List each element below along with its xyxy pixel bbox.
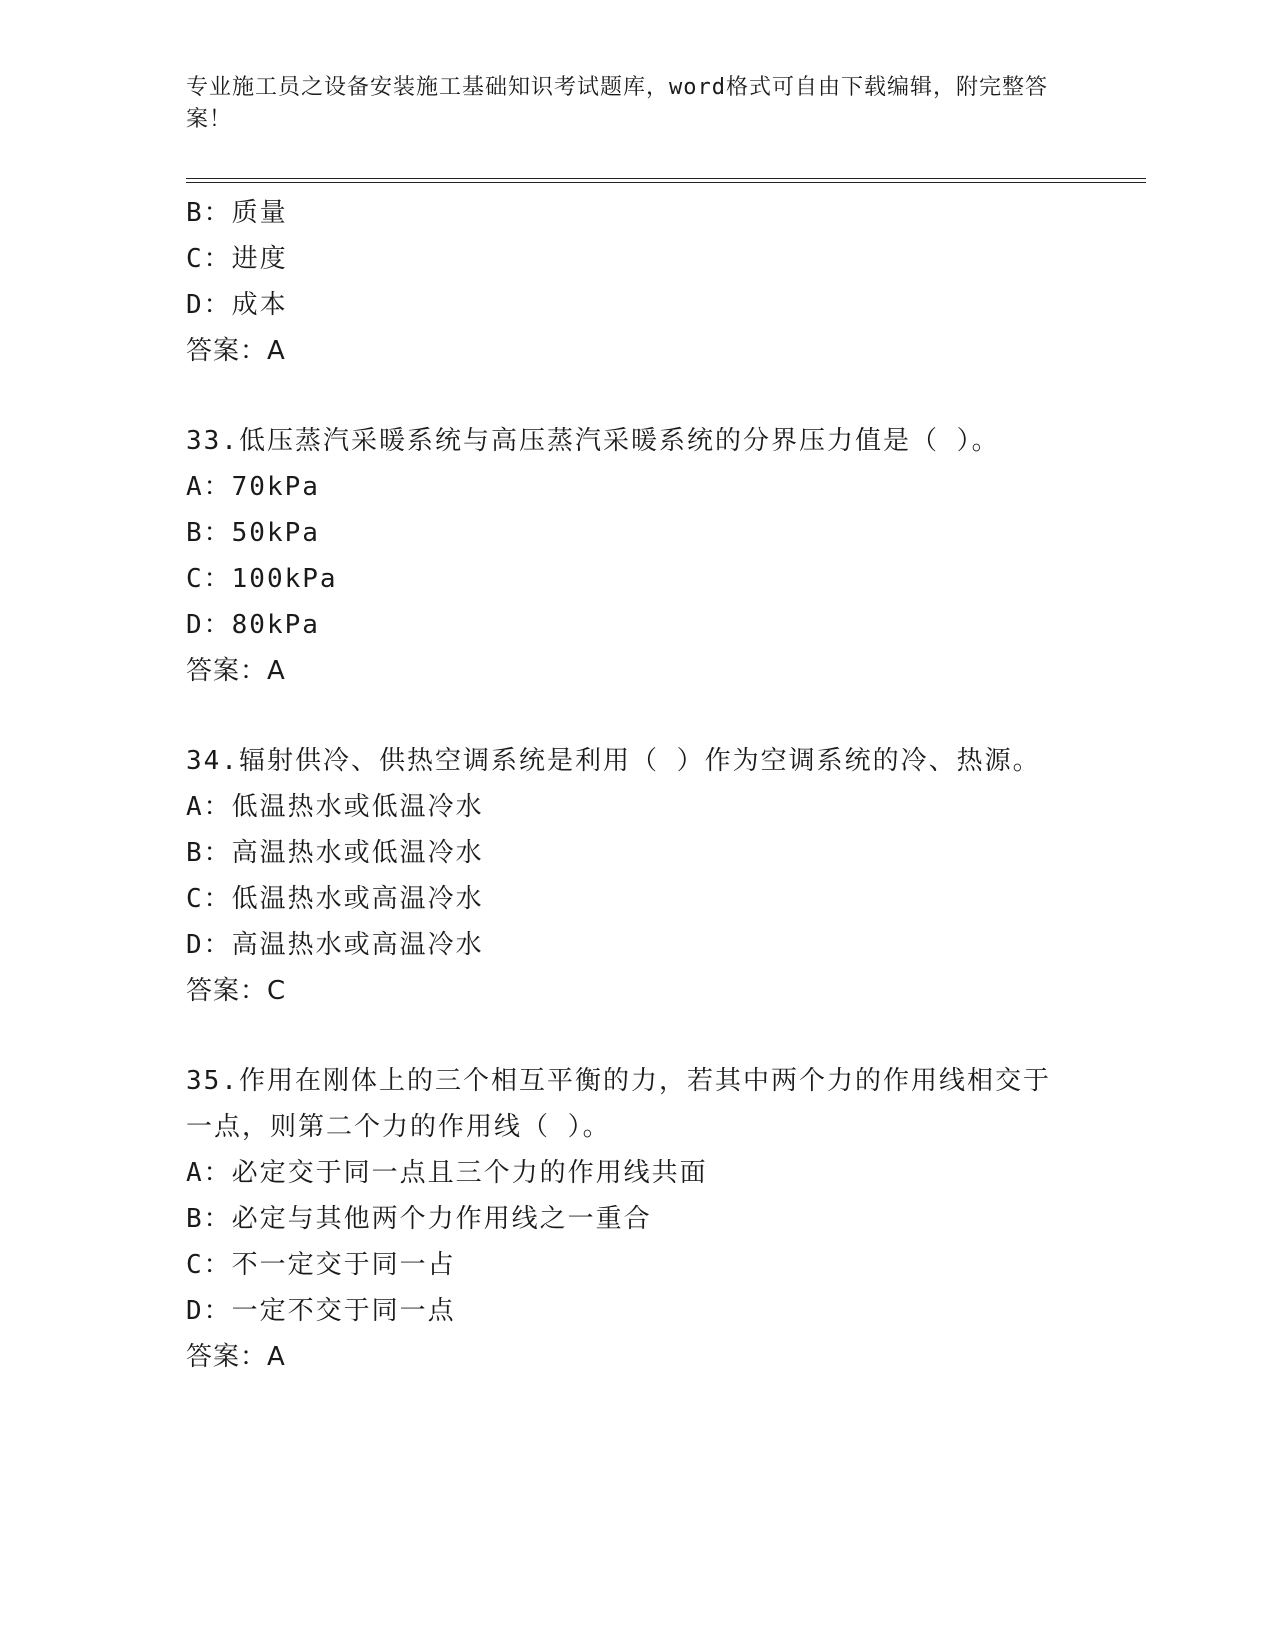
spacer	[186, 694, 1086, 738]
question-text-line-1: 35.作用在刚体上的三个相互平衡的力，若其中两个力的作用线相交于	[186, 1066, 1051, 1096]
question-text: 33.低压蒸汽采暖系统与高压蒸汽采暖系统的分界压力值是（ ）。	[186, 426, 1000, 456]
option-d: D：80kPa	[186, 610, 320, 640]
question-block-34	[186, 738, 1086, 1014]
answer-line: 答案：A	[186, 336, 286, 366]
question-block-33	[186, 418, 1086, 694]
option-d: D：成本	[186, 290, 288, 320]
option-a: A：必定交于同一点且三个力的作用线共面	[186, 1158, 708, 1188]
option-b: B：高温热水或低温冷水	[186, 838, 484, 868]
option-c: C：低温热水或高温冷水	[186, 884, 484, 914]
question-block-32	[186, 190, 1086, 374]
option-a: A：70kPa	[186, 472, 320, 502]
document-header: 专业施工员之设备安装施工基础知识考试题库，word格式可自由下载编辑，附完整答案！	[186, 75, 1048, 132]
answer-line: 答案：C	[186, 976, 287, 1006]
option-d: D：一定不交于同一点	[186, 1296, 456, 1326]
spacer	[186, 1014, 1086, 1058]
header-rule-bottom	[186, 182, 1146, 183]
option-c: C：不一定交于同一占	[186, 1250, 456, 1280]
option-b: B：质量	[186, 198, 288, 228]
option-b: B：50kPa	[186, 518, 320, 548]
option-a: A：低温热水或低温冷水	[186, 792, 484, 822]
spacer	[186, 374, 1086, 418]
header-rule-top	[186, 178, 1146, 179]
answer-line: 答案：A	[186, 656, 286, 686]
option-b: B：必定与其他两个力作用线之一重合	[186, 1204, 652, 1234]
option-d: D：高温热水或高温冷水	[186, 930, 484, 960]
question-list	[186, 190, 1086, 1380]
question-block-35	[186, 1058, 1086, 1380]
option-c: C：100kPa	[186, 564, 338, 594]
answer-line: 答案：A	[186, 1342, 286, 1372]
question-text: 34.辐射供冷、供热空调系统是利用（ ）作为空调系统的冷、热源。	[186, 746, 1041, 776]
option-c: C：进度	[186, 244, 288, 274]
question-text-line-2: 一点，则第二个力的作用线（ ）。	[186, 1112, 611, 1142]
